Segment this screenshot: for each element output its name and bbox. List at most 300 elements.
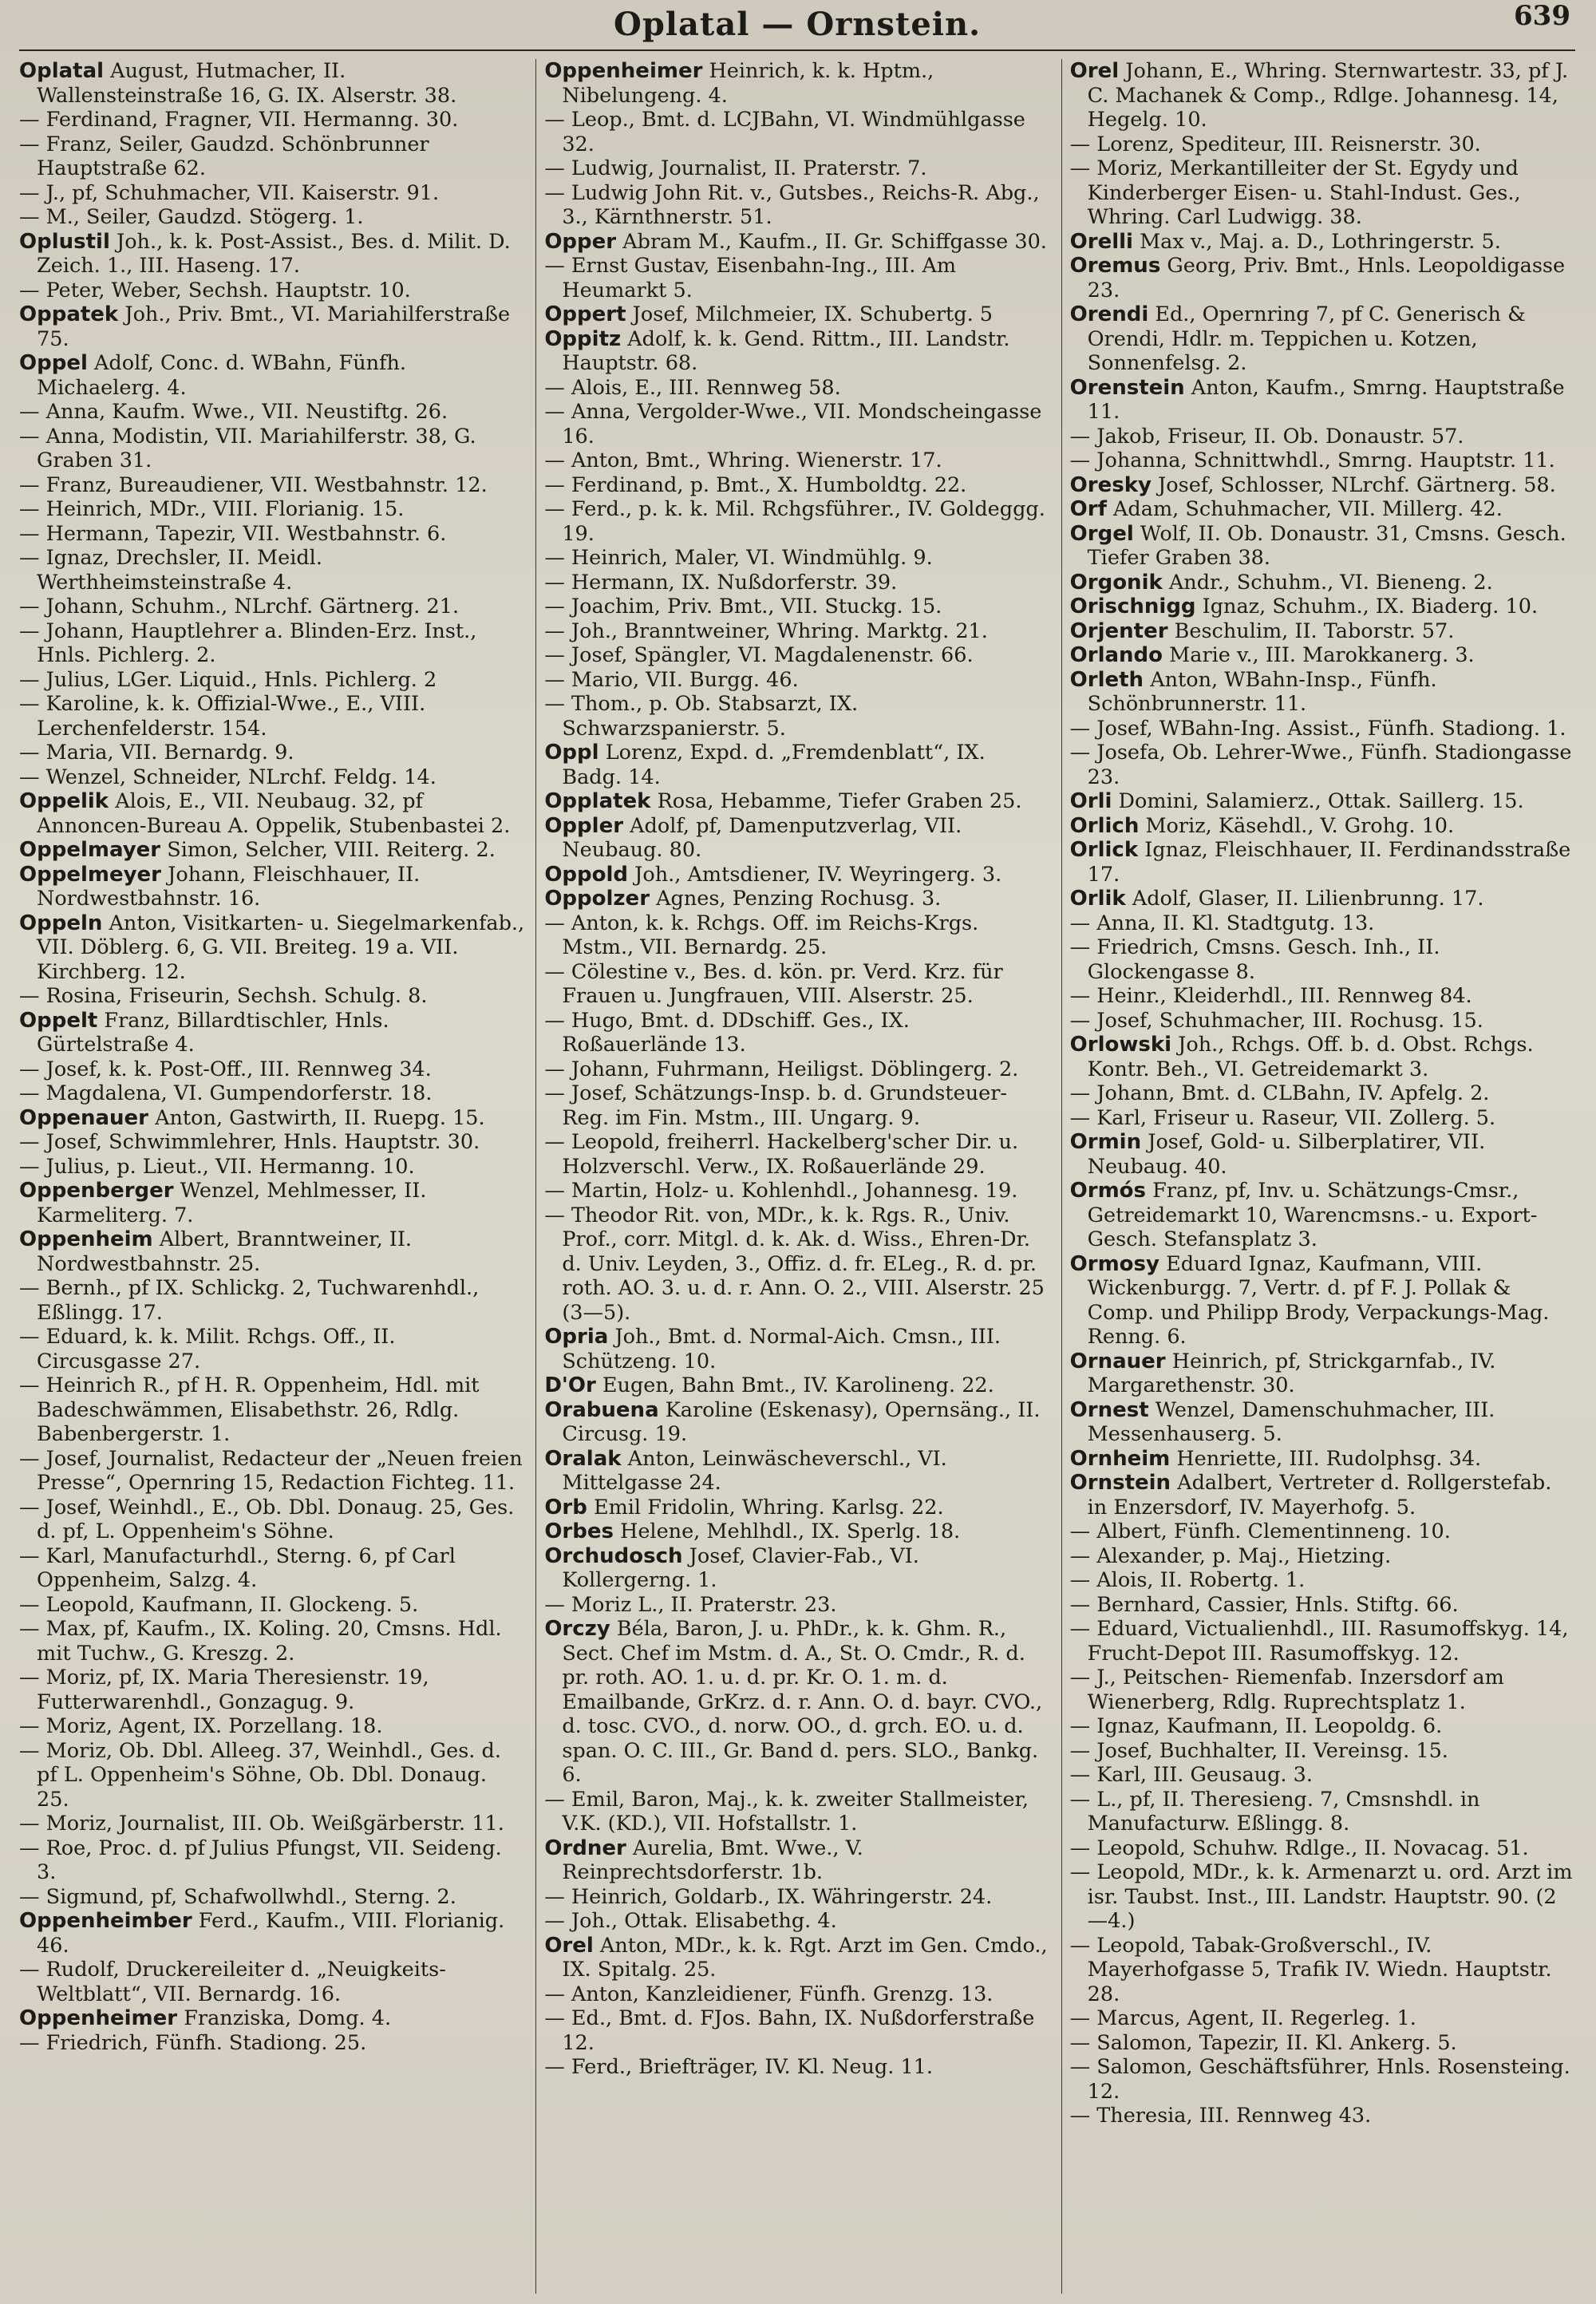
entry-surname: Opria: [544, 1325, 609, 1349]
entry-text: — Marcus, Agent, II. Regerleg. 1.: [1069, 2006, 1416, 2030]
directory-entry: [19, 1106, 524, 1131]
entry-text: — Karoline, k. k. Offizial-Wwe., E., VIII. Lerchenfelderstr. 154.: [19, 692, 426, 741]
entry-text: — Josef, k. k. Post-Off., III. Rennweg 34.: [19, 1057, 432, 1081]
entry-text: Franz, pf, Inv. u. Schätzungs-Cmsr., Getreidemarkt 10, Warencmsns.- u. Export-Gesch. Stefansplatz 3.: [1087, 1179, 1538, 1251]
entry-text: Moriz, Käsehdl., V. Grohg. 10.: [1145, 813, 1455, 838]
entry-surname: Ornheim: [1069, 1446, 1171, 1471]
entry-text: — Ferd., Briefträger, IV. Kl. Neug. 11.: [544, 2055, 933, 2079]
entry-text: Ignaz, Schuhm., IX. Biaderg. 10.: [1202, 595, 1539, 618]
entry-text: — Ignaz, Kaufmann, II. Leopoldg. 6.: [1069, 1714, 1443, 1738]
entry-surname: Ormós: [1069, 1179, 1147, 1203]
entry-text: — Ludwig, Journalist, II. Praterstr. 7.: [544, 156, 927, 180]
entry-text: — Anna, Vergolder-Wwe., VII. Mondscheingasse 16.: [544, 400, 1042, 449]
entry-text: — Leopold, Schuhw. Rdlge., II. Novacag. 51.: [1069, 1836, 1529, 1860]
directory-entry: [544, 643, 1049, 668]
directory-entry: [1070, 1447, 1575, 1472]
entry-text: — Cölestine v., Bes. d. kön. pr. Verd. Krz. für Frauen u. Jungfrauen, VIII. Alserstr. 25.: [544, 959, 1003, 1008]
directory-entry: [1070, 717, 1575, 741]
directory-entry: [1070, 1081, 1575, 1106]
directory-entry: [19, 59, 524, 108]
entry-text: Adam, Schuhmacher, VII. Millerg. 42.: [1113, 497, 1503, 521]
entry-text: — Joachim, Priv. Bmt., VII. Stuckg. 15.: [544, 595, 942, 618]
directory-entry: [544, 789, 1049, 814]
entry-text: — Anton, k. k. Rchgs. Off. im Reichs-Krgs. Mstm., VII. Bernardg. 25.: [544, 911, 979, 959]
directory-entry: [544, 473, 1049, 498]
directory-entry: [544, 1203, 1049, 1326]
entry-text: — Bernh., pf IX. Schlickg. 2, Tuchwarenhdl., Eßlingg. 17.: [19, 1276, 480, 1325]
directory-entry: [1070, 1106, 1575, 1131]
directory-entry: [1070, 1033, 1575, 1081]
directory-entry: [1070, 1471, 1575, 1520]
entry-text: — Josefa, Ob. Lehrer-Wwe., Fünfh. Stadiongasse 23.: [1069, 741, 1572, 789]
directory-entry: [19, 497, 524, 522]
entry-surname: Oppelt: [19, 1008, 98, 1033]
directory-entry: [19, 1057, 524, 1082]
entry-text: — Leopold, MDr., k. k. Armenarzt u. ord. Arzt im isr. Taubst. Inst., III. Landstr. Hauptstr. 90. (2—4.): [1069, 1860, 1573, 1933]
entry-text: Rosa, Hebamme, Tiefer Graben 25.: [657, 789, 1022, 813]
entry-text: — Eduard, Victualienhdl., III. Rasumoffskyg. 14, Frucht-Depot III. Rasumoffskyg. 12.: [1069, 1617, 1569, 1666]
entry-text: — Joh., Branntweiner, Whring. Marktg. 21.: [544, 618, 988, 643]
directory-entry: [19, 1325, 524, 1373]
directory-entry: [1070, 887, 1575, 911]
entry-surname: Oppl: [544, 741, 599, 765]
directory-entry: [1070, 522, 1575, 571]
directory-entry: [544, 1544, 1049, 1593]
directory-entry: [19, 1714, 524, 1739]
directory-entry: [544, 1885, 1049, 1910]
entry-text: Anton, Gastwirth, II. Ruepg. 15.: [155, 1105, 485, 1130]
directory-entry: [19, 789, 524, 838]
entry-surname: Oppelmayer: [19, 838, 161, 862]
entry-text: Max v., Maj. a. D., Lothringerstr. 5.: [1140, 229, 1501, 254]
directory-entry: [19, 1227, 524, 1276]
directory-entry: [19, 984, 524, 1009]
entry-surname: Oppert: [544, 302, 626, 326]
directory-entry: [1070, 1544, 1575, 1569]
directory-entry: [1070, 425, 1575, 449]
entry-surname: Ordner: [544, 1836, 626, 1860]
entry-surname: Orel: [1069, 59, 1120, 83]
entry-text: Eduard Ignaz, Kaufmann, VIII. Wickenburgg. 7, Vertr. d. pf F. J. Pollak & Comp. und Philipp Brody, Verpackungs-Mag. Renng. 6.: [1087, 1251, 1550, 1349]
entry-surname: Oppold: [544, 862, 629, 887]
entry-text: — Lorenz, Spediteur, III. Reisnerstr. 30.: [1069, 132, 1481, 156]
entry-surname: Oppatek: [19, 302, 119, 326]
directory-entry: [19, 351, 524, 400]
entry-text: — Hugo, Bmt. d. DDschiff. Ges., IX. Roßauerlände 13.: [544, 1008, 910, 1057]
entry-text: — Karl, III. Geusaug. 3.: [1069, 1763, 1313, 1787]
directory-entry: [544, 692, 1049, 741]
entry-surname: D'Or: [544, 1373, 596, 1397]
entry-text: — Rudolf, Druckereileiter d. „Neuigkeits-Weltblatt“, VII. Bernardg. 16.: [19, 1958, 446, 2006]
entry-text: — Jakob, Friseur, II. Ob. Donaustr. 57.: [1069, 424, 1464, 449]
directory-entry: [544, 1447, 1049, 1496]
entry-surname: Oppenheim: [19, 1227, 153, 1251]
directory-entry: [544, 1081, 1049, 1130]
entry-text: — L., pf, II. Theresieng. 7, Cmsnshdl. in Manufacturw. Eßlingg. 8.: [1069, 1787, 1480, 1836]
directory-entry: [1070, 1350, 1575, 1398]
entry-text: Adolf, Conc. d. WBahn, Fünfh. Michaelerg. 4.: [37, 351, 407, 400]
entry-text: Johann, Fleischhauer, II. Nordwestbahnstr. 16.: [37, 862, 421, 911]
directory-entry: [19, 765, 524, 790]
directory-entry: [544, 1617, 1049, 1788]
directory-entry: [1070, 1788, 1575, 1836]
entry-surname: Orlowski: [1069, 1033, 1172, 1057]
directory-entry: [19, 546, 524, 595]
entry-text: Anton, Kaufm., Smrng. Hauptstraße 11.: [1087, 375, 1565, 424]
entry-text: Andr., Schuhm., VI. Bieneng. 2.: [1168, 570, 1493, 595]
directory-entry: [19, 1544, 524, 1593]
entry-text: — Leopold, Kaufmann, II. Glockeng. 5.: [19, 1592, 419, 1617]
entry-text: Wenzel, Mehlmesser, II. Karmeliterg. 7.: [37, 1179, 427, 1227]
entry-surname: Ormin: [1069, 1130, 1142, 1154]
entry-surname: Orb: [544, 1495, 587, 1520]
column-3: [1061, 59, 1575, 2294]
column-2: [535, 59, 1049, 2294]
entry-surname: Oppenheimber: [19, 1909, 192, 1933]
entry-surname: Oppenberger: [19, 1179, 174, 1203]
directory-entry: [19, 302, 524, 351]
entry-surname: Orjenter: [1069, 618, 1168, 643]
directory-entry: [1070, 838, 1575, 887]
entry-text: August, Hutmacher, II. Wallensteinstraße 16, G. IX. Alserstr. 38.: [37, 59, 457, 108]
directory-entry: [544, 1325, 1049, 1373]
entry-surname: Opper: [544, 229, 617, 254]
directory-entry: [1070, 302, 1575, 376]
directory-entry: [19, 863, 524, 911]
entry-text: — Johann, Fuhrmann, Heiligst. Döblingerg. 2.: [544, 1057, 1019, 1081]
entry-text: — Moriz, pf, IX. Maria Theresienstr. 19, Futterwarenhdl., Gonzagug. 9.: [19, 1666, 429, 1714]
entry-text: — Franz, Bureaudiener, VII. Westbahnstr. 12.: [19, 472, 488, 497]
directory-entry: [19, 1373, 524, 1447]
directory-entry: [544, 595, 1049, 619]
directory-entry: [19, 1885, 524, 1910]
directory-entry: [1070, 156, 1575, 230]
directory-entry: [544, 181, 1049, 230]
entry-text: Marie v., III. Marokkanerg. 3.: [1169, 643, 1475, 667]
directory-entry: [544, 571, 1049, 595]
entry-text: — Mario, VII. Burgg. 46.: [544, 667, 799, 692]
entry-text: — Hermann, IX. Nußdorferstr. 39.: [544, 570, 898, 595]
entry-text: — Johann, Schuhm., NLrchf. Gärtnerg. 21.: [19, 595, 460, 618]
page-number: 639: [1514, 0, 1570, 32]
entry-text: — Anna, II. Kl. Stadtgutg. 13.: [1069, 911, 1375, 935]
directory-entry: [544, 156, 1049, 181]
directory-entry: [1070, 2104, 1575, 2128]
directory-entry: [19, 1958, 524, 2006]
directory-entry: [544, 1179, 1049, 1203]
directory-entry: [1070, 1568, 1575, 1593]
entry-surname: Orabuena: [544, 1397, 659, 1422]
entry-text: — Salomon, Geschäftsführer, Hnls. Rosensteing. 12.: [1069, 2055, 1570, 2104]
directory-entry: [1070, 1763, 1575, 1788]
directory-entry: [544, 668, 1049, 693]
entry-text: — Joh., Ottak. Elisabethg. 4.: [544, 1909, 837, 1933]
entry-text: Anton, Leinwäscheverschl., VI. Mittelgasse 24.: [562, 1446, 947, 1495]
directory-entry: [544, 1788, 1049, 1836]
entry-surname: Ormosy: [1069, 1251, 1159, 1276]
entry-text: — Josef, Weinhdl., E., Ob. Dbl. Donaug. 25, Ges. d. pf, L. Oppenheim's Söhne.: [19, 1495, 515, 1543]
entry-text: — Ignaz, Drechsler, II. Meidl. Werthheimsteinstraße 4.: [19, 546, 322, 595]
entry-text: — M., Seiler, Gaudzd. Stögerg. 1.: [19, 205, 364, 229]
directory-entry: [544, 400, 1049, 449]
entry-text: — Johanna, Schnittwhdl., Smrng. Hauptstr. 11.: [1069, 449, 1555, 472]
directory-entry: [544, 863, 1049, 887]
entry-text: — Bernhard, Cassier, Hnls. Stiftg. 66.: [1069, 1592, 1459, 1617]
directory-entry: [19, 1666, 524, 1714]
entry-text: — Eduard, k. k. Milit. Rchgs. Off., II. Circusgasse 27.: [19, 1325, 396, 1373]
directory-entry: [19, 1155, 524, 1180]
entry-text: — Magdalena, VI. Gumpendorferstr. 18.: [19, 1081, 433, 1105]
directory-entry: [1070, 1179, 1575, 1252]
entry-text: Ed., Opernring 7, pf C. Generisch & Orendi, Hdlr. m. Teppichen u. Kotzen, Sonnenfelsg. 2.: [1087, 302, 1526, 375]
directory-entry: [1070, 230, 1575, 255]
entry-text: — Josef, WBahn-Ing. Assist., Fünfh. Stadiong. 1.: [1069, 716, 1566, 741]
directory-entry: [544, 960, 1049, 1009]
entry-text: — Wenzel, Schneider, NLrchf. Feldg. 14.: [19, 765, 437, 789]
directory-entry: [1070, 619, 1575, 644]
entry-text: — Ludwig John Rit. v., Gutsbes., Reichs-R. Abg., 3., Kärnthnerstr. 51.: [544, 180, 1040, 229]
directory-entry: [544, 1593, 1049, 1618]
entry-text: — Maria, VII. Bernardg. 9.: [19, 741, 294, 765]
directory-entry: [1070, 643, 1575, 668]
entry-text: Adolf, Glaser, II. Lilienbrunng. 17.: [1132, 887, 1484, 911]
entry-text: Joh., Rchgs. Off. b. d. Obst. Rchgs. Kontr. Beh., VI. Getreidemarkt 3.: [1087, 1033, 1534, 1081]
directory-entry: [1070, 1398, 1575, 1447]
directory-entry: [544, 887, 1049, 911]
entry-surname: Oresky: [1069, 472, 1152, 497]
entry-surname: Oppenheimer: [544, 59, 703, 83]
entry-text: — Hermann, Tapezir, VII. Westbahnstr. 6.: [19, 521, 447, 546]
directory-entry: [19, 108, 524, 132]
directory-entry: [1070, 254, 1575, 302]
page-header: [19, 0, 1575, 51]
directory-entry: [19, 741, 524, 765]
entry-text: — Heinrich R., pf H. R. Oppenheim, Hdl. mit Badeschwämmen, Elisabethstr. 26, Rdlg. Babenbergerstr. 1.: [19, 1373, 480, 1446]
directory-entry: [19, 595, 524, 619]
entry-text: — Josef, Buchhalter, II. Vereinsg. 15.: [1069, 1738, 1448, 1763]
entry-text: Anton, MDr., k. k. Rgt. Arzt im Gen. Cmdo., IX. Spitalg. 25.: [562, 1933, 1048, 1982]
entry-text: — J., pf, Schuhmacher, VII. Kaiserstr. 91.: [19, 180, 440, 205]
entry-text: — Josef, Schwimmlehrer, Hnls. Hauptstr. 30.: [19, 1130, 480, 1154]
directory-entry: [544, 1398, 1049, 1447]
directory-entry: [544, 1934, 1049, 1982]
entry-surname: Oppolzer: [544, 887, 650, 911]
directory-entry: [544, 911, 1049, 960]
entry-text: — Julius, p. Lieut., VII. Hermanng. 10.: [19, 1154, 415, 1179]
directory-entry: [19, 1909, 524, 1958]
directory-entry: [1070, 1934, 1575, 2007]
entry-text: — Karl, Friseur u. Raseur, VII. Zollerg. 5.: [1069, 1105, 1496, 1130]
entry-text: Adalbert, Vertreter d. Rollgerstefab. in Enzersdorf, IV. Mayerhofg. 5.: [1087, 1471, 1552, 1520]
entry-text: Franz, Billardtischler, Hnls. Gürtelstraße 4.: [37, 1008, 389, 1057]
entry-text: — Johann, Hauptlehrer a. Blinden-Erz. Inst., Hnls. Pichlerg. 2.: [19, 618, 477, 667]
directory-entry: [19, 425, 524, 473]
directory-entry: [544, 1130, 1049, 1179]
entry-surname: Oppenauer: [19, 1105, 148, 1130]
directory-entry: [1070, 1617, 1575, 1666]
entry-text: — Albert, Fünfh. Clementinneng. 10.: [1069, 1520, 1451, 1543]
entry-surname: Oppelik: [19, 789, 109, 813]
directory-entry: [544, 1009, 1049, 1057]
directory-entry: [19, 1130, 524, 1155]
directory-entry: [1070, 2055, 1575, 2104]
entry-text: — Anna, Modistin, VII. Mariahilferstr. 38, G. Graben 31.: [19, 424, 476, 472]
entry-text: — Roe, Proc. d. pf Julius Pfungst, VII. Seideng. 3.: [19, 1836, 502, 1884]
entry-surname: Orenstein: [1069, 375, 1185, 400]
entry-text: Agnes, Penzing Rochusg. 3.: [656, 887, 942, 911]
directory-entry: [19, 1179, 524, 1227]
entry-surname: Orlik: [1069, 887, 1126, 911]
entry-text: — Friedrich, Cmsns. Gesch. Inh., II. Glockengasse 8.: [1069, 935, 1440, 984]
entry-text: Franziska, Domg. 4.: [184, 2006, 392, 2030]
entry-text: — Ernst Gustav, Eisenbahn-Ing., III. Am Heumarkt 5.: [544, 254, 957, 302]
entry-text: — Thom., p. Ob. Stabsarzt, IX. Schwarzspanierstr. 5.: [544, 692, 859, 741]
entry-text: — Heinrich, Goldarb., IX. Währingerstr. 24.: [544, 1884, 993, 1909]
entry-surname: Orlando: [1069, 643, 1163, 667]
entry-text: — Julius, LGer. Liquid., Hnls. Pichlerg. 2: [19, 667, 437, 692]
directory-entry: [1070, 1520, 1575, 1544]
entry-surname: Ornstein: [1069, 1471, 1171, 1495]
directory-entry: [19, 522, 524, 547]
directory-entry: [19, 1593, 524, 1618]
directory-entry: [544, 327, 1049, 376]
directory-entry: [544, 254, 1049, 302]
entry-text: Joh., Amtsdiener, IV. Weyringerg. 3.: [634, 862, 1002, 887]
entry-text: — Leopold, Tabak-Großverschl., IV. Mayerhofgasse 5, Trafik IV. Wiedn. Hauptstr. 28.: [1069, 1933, 1552, 2006]
directory-entry: [19, 1739, 524, 1812]
entry-text: Simon, Selcher, VIII. Reiterg. 2.: [167, 838, 496, 862]
directory-entry: [19, 230, 524, 279]
entry-text: Emil Fridolin, Whring. Karlsg. 22.: [593, 1495, 944, 1520]
entry-text: Johann, E., Whring. Sternwartestr. 33, pf J. C. Machanek & Comp., Rdlge. Johannesg. 14, Hegelg. 10.: [1087, 59, 1569, 132]
entry-surname: Orlich: [1069, 813, 1140, 838]
entry-text: Anton, Visitkarten- u. Siegelmarkenfab., VII. Döblerg. 6, G. VII. Breiteg. 19 a. VII. Kirchberg. 12.: [37, 911, 525, 984]
entry-surname: Oplatal: [19, 59, 105, 83]
directory-entry: [19, 181, 524, 206]
entry-text: Wenzel, Damenschuhmacher, III. Messenhauserg. 5.: [1087, 1397, 1495, 1446]
directory-entry: [544, 619, 1049, 644]
page-title: Oplatal — Ornstein.: [613, 6, 981, 43]
entry-text: — Salomon, Tapezir, II. Kl. Ankerg. 5.: [1069, 2030, 1457, 2055]
entry-text: — Alois, E., III. Rennweg 58.: [544, 375, 841, 400]
entry-text: Béla, Baron, J. u. PhDr., k. k. Ghm. R., Sect. Chef im Mstm. d. A., St. O. Cmdr., R. d. pr. roth. AO. 1. u. d. pr. Kr. O. 1. m. d. Emailbande, GrKrz. d. r. Ann. O. d. bayr. CVO., d. tosc. CVO., d. norw. OO., d. grch. EO. u. d. span. O. C. III., Gr. Band d. pers. SLO., Bankg. 6.: [562, 1617, 1043, 1787]
entry-text: Albert, Branntweiner, II. Nordwestbahnstr. 25.: [37, 1227, 413, 1276]
entry-surname: Orgonik: [1069, 570, 1163, 595]
entry-text: — Rosina, Friseurin, Sechsh. Schulg. 8.: [19, 984, 428, 1008]
entry-text: — Moriz L., II. Praterstr. 23.: [544, 1592, 837, 1617]
entry-surname: Oppenheimer: [19, 2006, 178, 2030]
entry-surname: Orf: [1069, 497, 1107, 521]
directory-entry: [1070, 984, 1575, 1009]
entry-text: Josef, Milchmeier, IX. Schubertg. 5: [632, 302, 994, 326]
entry-text: Georg, Priv. Bmt., Hnls. Leopoldigasse 23.: [1087, 254, 1566, 302]
directory-entry: [1070, 595, 1575, 619]
entry-surname: Orleth: [1069, 667, 1144, 692]
entry-surname: Oppler: [544, 813, 624, 838]
entry-text: Heinrich, pf, Strickgarnfab., IV. Margarethenstr. 30.: [1087, 1349, 1496, 1397]
directory-entry: [544, 2055, 1049, 2080]
entry-text: — Sigmund, pf, Schafwollwhdl., Sterng. 2.: [19, 1884, 456, 1909]
entry-text: — Ed., Bmt. d. FJos. Bahn, IX. Nußdorferstraße 12.: [544, 2006, 1035, 2055]
entry-text: — Theresia, III. Rennweg 43.: [1069, 2104, 1372, 2128]
directory-entry: [544, 1057, 1049, 1082]
directory-entry: [19, 1009, 524, 1057]
directory-entry: [1070, 1714, 1575, 1739]
directory-entry: [19, 2031, 524, 2056]
entry-text: Beschulim, II. Taborstr. 57.: [1174, 618, 1455, 643]
directory-entry: [544, 1909, 1049, 1934]
entry-text: — Josef, Schätzungs-Insp. b. d. Grundsteuer-Reg. im Fin. Mstm., III. Ungarg. 9.: [544, 1081, 1008, 1130]
entry-surname: Ornauer: [1069, 1349, 1166, 1373]
directory-entry: [544, 302, 1049, 327]
entry-text: Alois, E., VII. Neubaug. 32, pf Annoncen-Bureau A. Oppelik, Stubenbastei 2.: [37, 789, 511, 838]
entry-text: — Moriz, Agent, IX. Porzellang. 18.: [19, 1714, 383, 1738]
directory-entry: [1070, 1739, 1575, 1764]
directory-entry: [1070, 1009, 1575, 1033]
directory-entry: [544, 230, 1049, 255]
entry-text: Joh., Priv. Bmt., VI. Mariahilferstraße 75.: [37, 302, 511, 351]
directory-entry: [1070, 668, 1575, 717]
directory-entry: [1070, 473, 1575, 498]
entry-text: — Johann, Bmt. d. CLBahn, IV. Apfelg. 2.: [1069, 1081, 1490, 1105]
directory-entry: [1070, 1252, 1575, 1350]
entry-text: Joh., Bmt. d. Normal-Aich. Cmsn., III. Schützeng. 10.: [562, 1325, 1001, 1373]
directory-entry: [1070, 741, 1575, 789]
directory-entry: [19, 1812, 524, 1836]
directory-entry: [19, 1081, 524, 1106]
directory-entry: [1070, 376, 1575, 425]
entry-text: Aurelia, Bmt. Wwe., V. Reinprechtsdorferstr. 1b.: [562, 1836, 863, 1884]
directory-entry: [19, 1836, 524, 1885]
entry-text: — Josef, Journalist, Redacteur der „Neuen freien Presse“, Opernring 15, Redaction Fichteg. 11.: [19, 1446, 523, 1495]
directory-entry: [1070, 1860, 1575, 1934]
entry-text: — Josef, Spängler, VI. Magdalenenstr. 66.: [544, 643, 974, 667]
entry-text: — Ferd., p. k. k. Mil. Rchgsführer., IV. Goldeggg. 19.: [544, 497, 1045, 546]
directory-entry: [1070, 935, 1575, 984]
directory-entry: [1070, 911, 1575, 936]
directory-entry: [19, 692, 524, 741]
directory-entry: [544, 814, 1049, 863]
directory-entry: [19, 1617, 524, 1666]
entry-text: — Friedrich, Fünfh. Stadiong. 25.: [19, 2030, 367, 2055]
entry-surname: Orbes: [544, 1520, 614, 1543]
entry-text: Adolf, pf, Damenputzverlag, VII. Neubaug. 80.: [562, 813, 962, 862]
entry-text: Joh., k. k. Post-Assist., Bes. d. Milit. D. Zeich. 1., III. Haseng. 17.: [37, 229, 511, 278]
columns: [19, 51, 1575, 2294]
entry-text: — Heinrich, Maler, VI. Windmühlg. 9.: [544, 546, 933, 570]
entry-surname: Ornest: [1069, 1397, 1149, 1422]
directory-entry: [544, 1520, 1049, 1544]
directory-entry: [19, 619, 524, 668]
entry-text: Anton, WBahn-Insp., Fünfh. Schönbrunnerstr. 11.: [1087, 667, 1437, 716]
entry-text: Adolf, k. k. Gend. Rittm., III. Landstr. Hauptstr. 68.: [562, 326, 1010, 375]
entry-text: — Moriz, Ob. Dbl. Alleeg. 37, Weinhdl., Ges. d. pf L. Oppenheim's Söhne, Ob. Dbl. Donaug. 25.: [19, 1738, 501, 1812]
directory-entry: [1070, 571, 1575, 595]
entry-text: — Anna, Kaufm. Wwe., VII. Neustiftg. 26.: [19, 400, 448, 424]
entry-text: Wolf, II. Ob. Donaustr. 31, Cmsns. Gesch. Tiefer Graben 38.: [1087, 521, 1566, 570]
entry-text: — Anton, Bmt., Whring. Wienerstr. 17.: [544, 449, 942, 472]
directory-entry: [19, 1447, 524, 1496]
directory-entry: [544, 1496, 1049, 1520]
directory-entry: [1070, 814, 1575, 839]
entry-text: — Martin, Holz- u. Kohlenhdl., Johannesg. 19.: [544, 1179, 1018, 1203]
directory-entry: [19, 1276, 524, 1325]
entry-surname: Orchudosch: [544, 1543, 683, 1568]
entry-text: Henriette, III. Rudolphsg. 34.: [1176, 1446, 1482, 1471]
entry-surname: Orgel: [1069, 521, 1134, 546]
entry-text: — Emil, Baron, Maj., k. k. zweiter Stallmeister, V.K. (KD.), VII. Hofstallstr. 1.: [544, 1787, 1029, 1836]
entry-text: Lorenz, Expd. d. „Fremdenblatt“, IX. Badg. 14.: [562, 741, 986, 789]
